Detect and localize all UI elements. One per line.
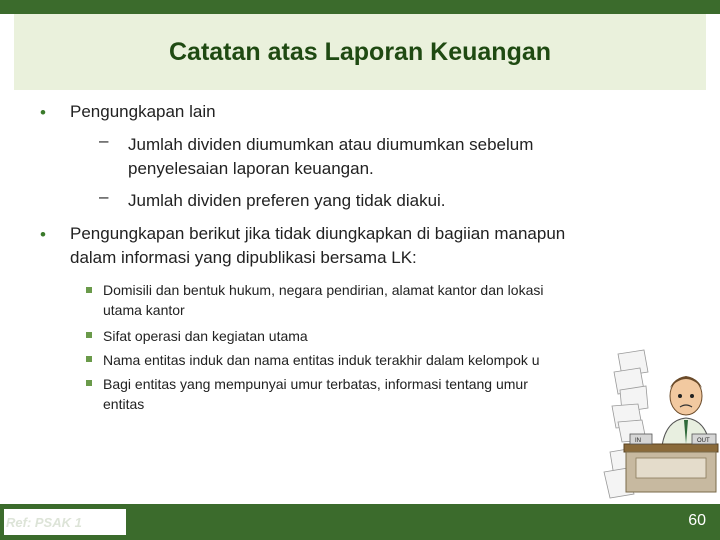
bullet-1-text: Pengungkapan lain xyxy=(70,102,216,121)
title-box xyxy=(14,14,706,90)
top-bar xyxy=(0,0,720,14)
square-bullet xyxy=(86,380,92,386)
item-1-line1: Domisili dan bentuk hukum, negara pendirian, alamat kantor dan lokasi xyxy=(103,282,544,298)
dash-marker: – xyxy=(99,131,109,150)
item-2-line1: Sifat operasi dan kegiatan utama xyxy=(103,328,308,344)
reference-box xyxy=(4,509,126,535)
office-worker-clipart-icon xyxy=(600,348,720,504)
sub-2-line1: Jumlah dividen preferen yang tidak diakui. xyxy=(128,191,446,210)
sub-1-line2: penyelesaian laporan keuangan. xyxy=(128,159,374,178)
item-4-line1: Bagi entitas yang mempunyai umur terbatas, informasi tentang umur xyxy=(103,376,528,392)
bullet-marker: • xyxy=(40,103,46,122)
square-bullet xyxy=(86,332,92,338)
square-bullet xyxy=(86,287,92,293)
item-4-line2: entitas xyxy=(103,396,145,412)
square-bullet xyxy=(86,356,92,362)
reference-text: Ref: PSAK 1 xyxy=(6,514,82,530)
in-tray-label: IN xyxy=(635,438,641,444)
out-tray-label: OUT xyxy=(697,438,710,444)
sub-1-line1: Jumlah dividen diumumkan atau diumumkan sebelum xyxy=(128,135,534,154)
bullet-2-line2: dalam informasi yang dipublikasi bersama LK: xyxy=(70,248,417,267)
dash-marker: – xyxy=(99,187,109,206)
slide-title: Catatan atas Laporan Keuangan xyxy=(168,37,552,66)
bullet-marker: • xyxy=(40,225,46,244)
bullet-2-line1: Pengungkapan berikut jika tidak diungkapkan di bagiian manapun xyxy=(70,224,566,243)
item-1-line2: utama kantor xyxy=(103,302,185,318)
page-number: 60 xyxy=(688,512,706,529)
item-3-line1: Nama entitas induk dan nama entitas induk terakhir dalam kelompok u xyxy=(103,352,540,368)
